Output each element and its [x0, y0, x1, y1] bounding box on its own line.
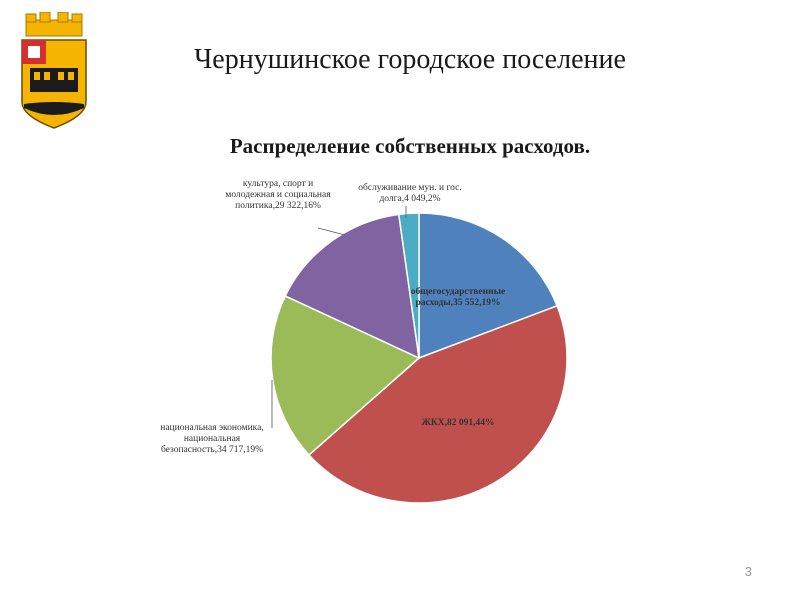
slice-label: обслуживание мун. и гос. долга,4 049,2%: [358, 183, 462, 204]
page-number: 3: [744, 564, 752, 579]
leader-line: [318, 228, 345, 235]
slice-label: ЖКХ,82 091,44%: [421, 418, 495, 428]
chart-title: Распределение собственных расходов.: [229, 134, 591, 158]
slice-label: общегосударственные расходы,35 552,19%: [410, 287, 506, 308]
slice-label: культура, спорт и молодежная и социальная политика,29 322,16%: [225, 179, 331, 211]
slice-label: национальная экономика, национальная безопасность,34 717,19%: [160, 423, 264, 455]
slide-title: Чернушинское городское поселение: [194, 44, 626, 75]
